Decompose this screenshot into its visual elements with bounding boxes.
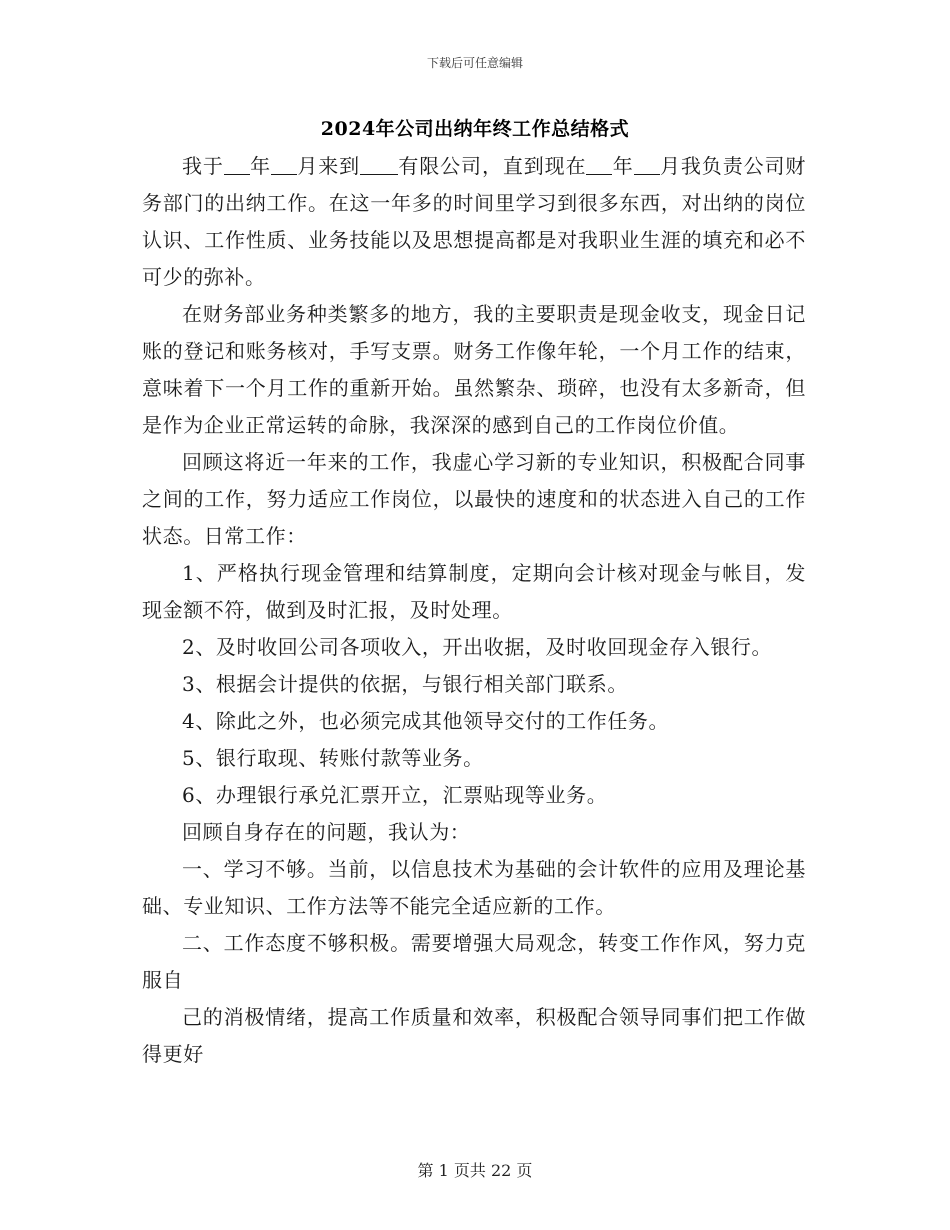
blank-month-start: [271, 154, 297, 175]
list-item-6: 6、办理银行承兑汇票开立，汇票贴现等业务。: [182, 783, 608, 807]
blank-year-now: [586, 154, 612, 175]
blank-company-name: [360, 154, 398, 175]
intro-text-4: 有限公司，直到现在: [398, 154, 587, 178]
paragraph-review: 回顾这将近一年来的工作，我虚心学习新的专业知识，积极配合同事之间的工作，努力适应工作岗位，以最快的速度和的状态进入自己的工作状态。日常工作：: [142, 450, 806, 548]
intro-text-2: 年: [249, 154, 272, 178]
paragraph-intro: [142, 148, 806, 296]
document-title: 2024年公司出纳年终工作总结格式: [320, 118, 630, 140]
problem-item-2-continued: 己的消极情绪，提高工作质量和效率，积极配合领导同事们把工作做得更好: [142, 1005, 806, 1066]
blank-month-now: [634, 154, 660, 175]
document-body: [142, 148, 806, 1073]
page-number: 第 1 页共 22 页: [417, 1161, 533, 1180]
intro-text-6: 月我负责公司财务部门的出纳工作。在这一年多的时间里学习到很多东西，对出纳的岗位认识、工作性质、业务技能以及思想提高都是对我职业生涯的填充和必不可少的弥补。: [142, 154, 807, 289]
list-item-3: 3、根据会计提供的依据，与银行相关部门联系。: [182, 672, 628, 696]
problem-item-2: 二、工作态度不够积极。需要增强大局观念，转变工作作风，努力克服自: [142, 931, 806, 992]
paragraph-problems-intro: 回顾自身存在的问题，我认为：: [182, 820, 471, 844]
list-item-2: 2、及时收回公司各项收入，开出收据，及时收回现金存入银行。: [182, 635, 773, 659]
list-item-1: 1、严格执行现金管理和结算制度，定期向会计核对现金与帐目，发现金额不符，做到及时汇报，及时处理。: [142, 561, 806, 622]
problem-item-1: 一、学习不够。当前，以信息技术为基础的会计软件的应用及理论基础、专业知识、工作方法等不能完全适应新的工作。: [142, 857, 806, 918]
list-item-4: 4、除此之外，也必须完成其他领导交付的工作任务。: [182, 709, 670, 733]
intro-text-1: 我于: [182, 154, 224, 178]
intro-text-5: 年: [612, 154, 634, 178]
list-item-5: 5、银行取现、转账付款等业务。: [182, 746, 484, 770]
blank-year-start: [224, 154, 250, 175]
intro-text-3: 月来到: [297, 154, 361, 178]
header-note: 下载后可任意编辑: [426, 56, 523, 70]
paragraph-duties: 在财务部业务种类繁多的地方，我的主要职责是现金收支，现金日记账的登记和账务核对，手写支票。财务工作像年轮，一个月工作的结束，意味着下一个月工作的重新开始。虽然繁杂、琐碎，也没有太多新奇，但是作为企业正常运转的命脉，我深深的感到自己的工作岗位价值。: [142, 302, 806, 437]
